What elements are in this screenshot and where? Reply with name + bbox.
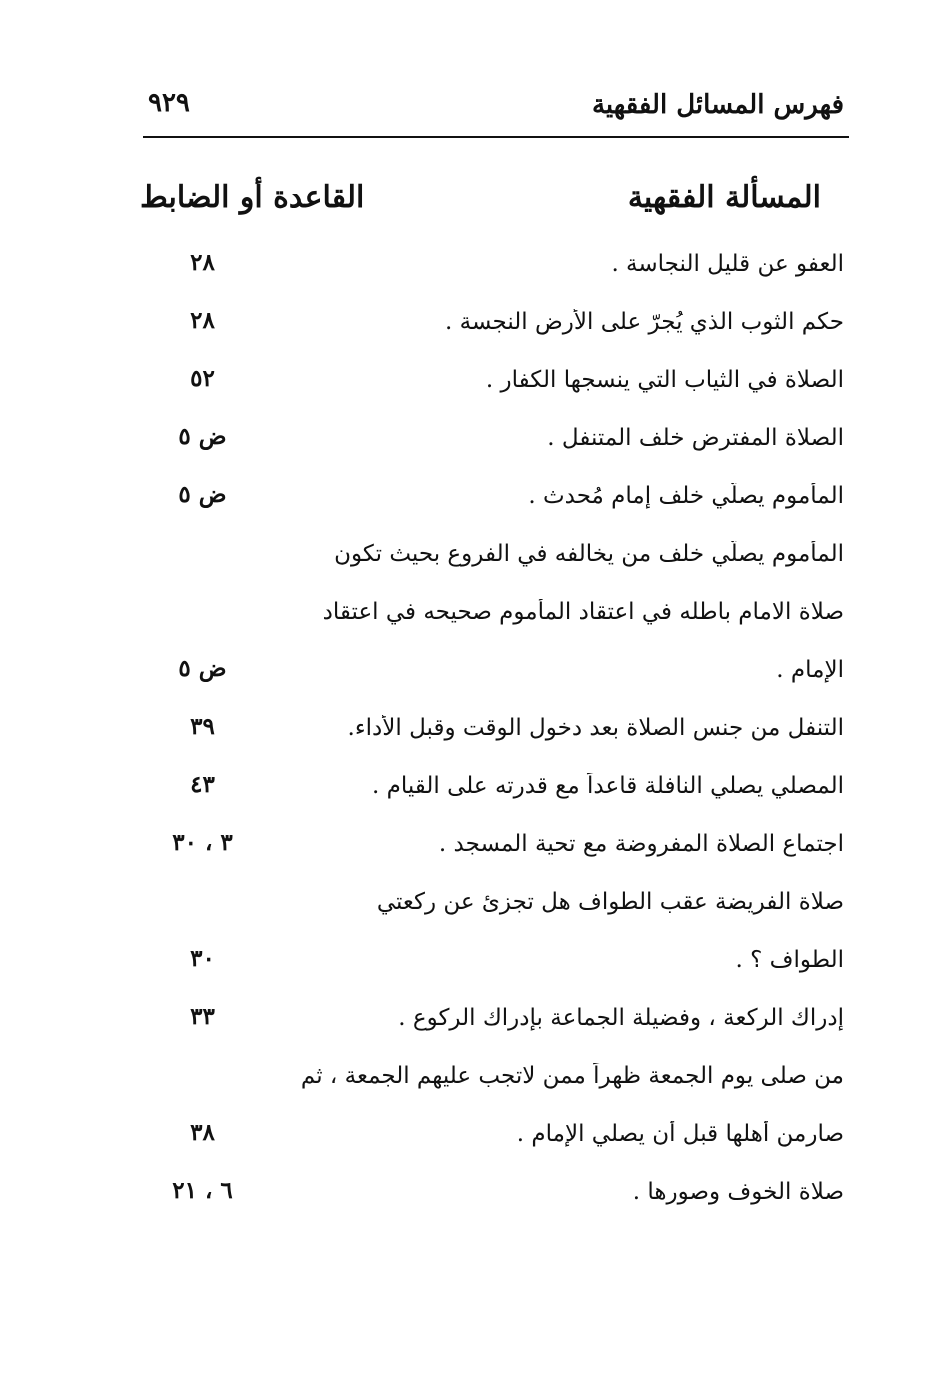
column-heading-issue: المسألة الفقهية xyxy=(627,180,821,215)
column-heading-rule: القاعدة أو الضابط xyxy=(140,180,365,215)
issue-text: صلاة الخوف وصورها . xyxy=(632,1179,844,1205)
issue-text: الطواف ؟ . xyxy=(735,947,844,973)
index-row xyxy=(0,1173,949,1231)
rule-reference: ٣ ، ٣٠ xyxy=(172,829,233,856)
issue-text: إدراك الركعة ، وفضيلة الجماعة بإدراك الركوع . xyxy=(398,1005,844,1031)
rule-reference: ٣٠ xyxy=(190,945,215,972)
index-row xyxy=(0,1057,949,1115)
issue-text: الإمام . xyxy=(776,657,844,683)
index-row xyxy=(0,825,949,883)
rule-reference: ض ٥ xyxy=(178,423,227,450)
rule-reference: ٢٨ xyxy=(190,307,215,334)
rule-reference: ٦ ، ٢١ xyxy=(172,1177,233,1204)
index-row xyxy=(0,1115,949,1173)
index-row xyxy=(0,419,949,477)
issue-text: صلاة الفريضة عقب الطواف هل تجزئ عن ركعتي xyxy=(376,889,844,915)
index-row xyxy=(0,245,949,303)
issue-text: المأموم يصلّي خلف إمام مُحدث . xyxy=(528,483,844,509)
index-row xyxy=(0,361,949,419)
index-row xyxy=(0,303,949,361)
index-row xyxy=(0,883,949,941)
issue-text: اجتماع الصلاة المفروضة مع تحية المسجد . xyxy=(438,831,844,857)
index-row xyxy=(0,767,949,825)
rule-reference: ٤٣ xyxy=(190,771,215,798)
index-row xyxy=(0,651,949,709)
issue-text: العفو عن قليل النجاسة . xyxy=(611,251,844,277)
rule-reference: ٣٩ xyxy=(190,713,215,740)
rule-reference: ٣٨ xyxy=(190,1119,215,1146)
index-row xyxy=(0,535,949,593)
index-row xyxy=(0,593,949,651)
issue-text: من صلى يوم الجمعة ظهراً ممن لاتجب عليهم الجمعة ، ثم xyxy=(300,1063,844,1089)
rule-reference: ض ٥ xyxy=(178,481,227,508)
running-title: فهرس المسائل الفقهية xyxy=(591,90,844,120)
issue-text: الصلاة في الثياب التي ينسجها الكفار . xyxy=(485,367,844,393)
issue-text: حكم الثوب الذي يُجرّ على الأرض النجسة . xyxy=(445,309,844,335)
index-row xyxy=(0,477,949,535)
rule-reference: ٥٢ xyxy=(190,365,215,392)
rule-reference: ض ٥ xyxy=(178,655,227,682)
header-rule xyxy=(143,136,849,138)
rule-reference: ٢٨ xyxy=(190,249,215,276)
issue-text: صلاة الامام باطله في اعتقاد المأموم صحيحه في اعتقاد xyxy=(322,599,844,625)
index-row xyxy=(0,941,949,999)
index-entries xyxy=(0,245,949,1231)
issue-text: المأموم يصلّي خلف من يخالفه في الفروع بحيث تكون xyxy=(334,541,844,567)
issue-text: المصلي يصلي النافلة قاعداً مع قدرته على القيام . xyxy=(371,773,844,799)
page-number: ٩٢٩ xyxy=(148,88,190,118)
issue-text: الصلاة المفترض خلف المتنفل . xyxy=(547,425,844,451)
issue-text: صارمن أهلها قبل أن يصلي الإمام . xyxy=(516,1121,844,1147)
rule-reference: ٣٣ xyxy=(190,1003,215,1030)
index-row xyxy=(0,999,949,1057)
issue-text: التنفل من جنس الصلاة بعد دخول الوقت وقبل الأداء. xyxy=(347,715,844,741)
index-row xyxy=(0,709,949,767)
